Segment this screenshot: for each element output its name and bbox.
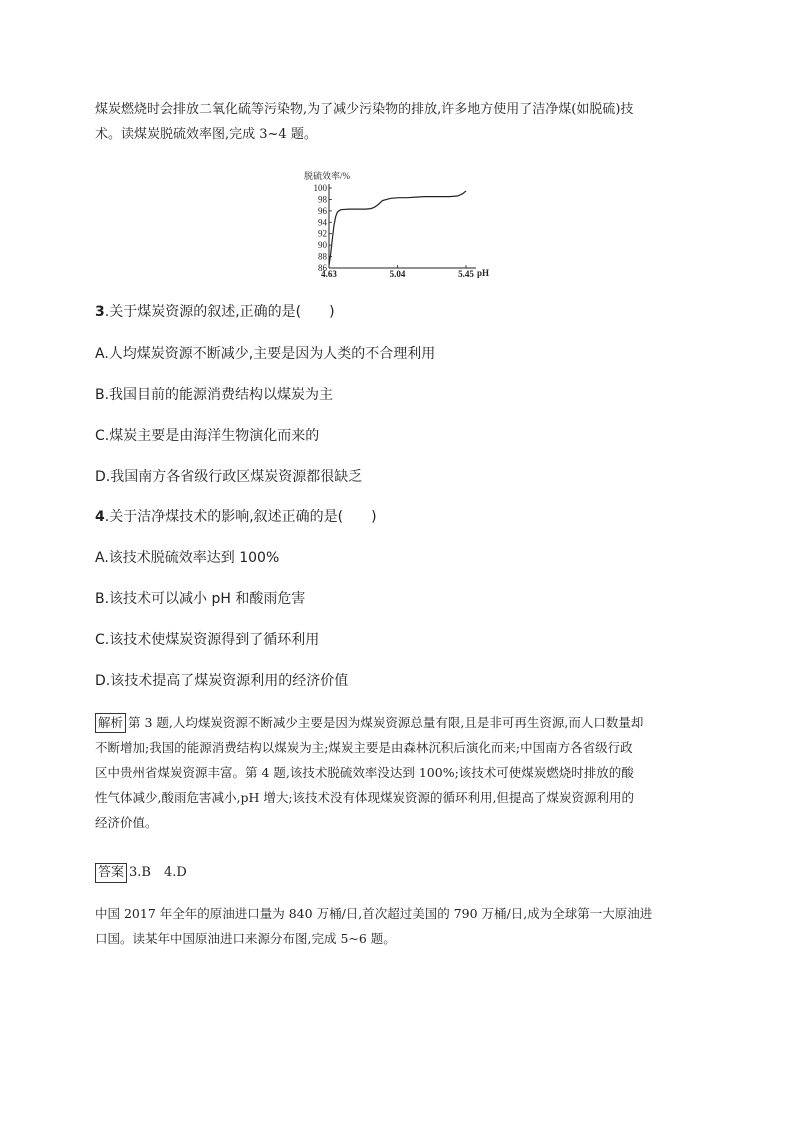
analysis-line-5: 经济价值。 bbox=[95, 815, 158, 830]
question-4-option-c: C.该技术使煤炭资源得到了循环利用 bbox=[95, 632, 320, 648]
question-3-option-d: D.我国南方各省级行政区煤炭资源都很缺乏 bbox=[95, 469, 363, 485]
intro-1-line-1: 煤炭燃烧时会排放二氧化硫等污染物,为了减少污染物的排放,许多地方使用了洁净煤(如脱硫)技 bbox=[95, 102, 634, 117]
question-3-option-c: C.煤炭主要是由海洋生物演化而来的 bbox=[95, 428, 320, 444]
question-3-number: 3 bbox=[95, 304, 105, 320]
y-tick-label: 96 bbox=[318, 205, 327, 216]
intro-1-line-2: 术。读煤炭脱硫效率图,完成 3~4 题。 bbox=[95, 127, 317, 142]
x-tick-label: 4.63 bbox=[321, 269, 337, 279]
analysis-tag: 解析 bbox=[95, 713, 126, 733]
x-tick-label: 5.45 bbox=[458, 269, 474, 279]
intro-2-line-1: 中国 2017 年全年的原油进口量为 840 万桶/日,首次超过美国的 790 万桶/日,成为全球第一大原油进 bbox=[95, 906, 653, 921]
question-4-number: 4 bbox=[95, 509, 105, 525]
question-4-option-b: B.该技术可以减小 pH 和酸雨危害 bbox=[95, 591, 306, 607]
y-tick-label: 92 bbox=[318, 228, 327, 239]
x-tick-label: 5.04 bbox=[389, 269, 406, 279]
chart-ylabel: 脱硫效率/% bbox=[304, 171, 350, 181]
answer-block bbox=[95, 860, 700, 885]
intro-paragraph-1 bbox=[95, 97, 700, 147]
analysis-block bbox=[95, 710, 700, 835]
question-4-option-a: A.该技术脱硫效率达到 100% bbox=[95, 550, 280, 566]
chart-xlabel: pH bbox=[477, 268, 490, 278]
question-4-option-d: D.该技术提高了煤炭资源利用的经济价值 bbox=[95, 673, 349, 689]
y-tick-label: 88 bbox=[318, 251, 327, 262]
y-tick-label: 98 bbox=[318, 194, 327, 205]
analysis-line-4: 性气体减少,酸雨危害减小,pH 增大;该技术没有体现煤炭资源的循环利用,但提高了煤炭资源利用的 bbox=[95, 790, 635, 805]
analysis-line-2: 不断增加;我国的能源消费结构以煤炭为主;煤炭主要是由森林沉积后演化而来;中国南方各省级行政 bbox=[95, 740, 633, 755]
question-3-option-a: A.人均煤炭资源不断减少,主要是因为人类的不合理利用 bbox=[95, 346, 436, 362]
desulfurization-chart bbox=[290, 166, 500, 282]
question-3-text: .关于煤炭资源的叙述,正确的是( ) bbox=[104, 304, 335, 320]
question-4-title bbox=[95, 507, 377, 527]
question-3-title bbox=[95, 302, 335, 322]
analysis-line-1: 第 3 题,人均煤炭资源不断减少主要是因为煤炭资源总量有限,且是非可再生资源,而人口数量却 bbox=[128, 715, 644, 730]
answer-tag: 答案 bbox=[95, 863, 127, 883]
intro-2-line-2: 口国。读某年中国原油进口来源分布图,完成 5~6 题。 bbox=[95, 931, 396, 946]
intro-paragraph-2 bbox=[95, 901, 700, 951]
question-4-text: .关于洁净煤技术的影响,叙述正确的是( ) bbox=[104, 509, 377, 525]
y-tick-label: 94 bbox=[318, 217, 327, 228]
y-tick-label: 86 bbox=[318, 263, 327, 273]
analysis-line-3: 区中贵州省煤炭资源丰富。第 4 题,该技术脱硫效率没达到 100%;该技术可使煤炭燃烧时排放的酸 bbox=[95, 765, 634, 780]
y-tick-label: 90 bbox=[318, 240, 327, 251]
answer-text: 3.B 4.D bbox=[129, 865, 187, 880]
efficiency-curve bbox=[329, 191, 466, 265]
question-3-option-b: B.我国目前的能源消费结构以煤炭为主 bbox=[95, 387, 334, 403]
y-tick-label: 100 bbox=[313, 183, 327, 193]
